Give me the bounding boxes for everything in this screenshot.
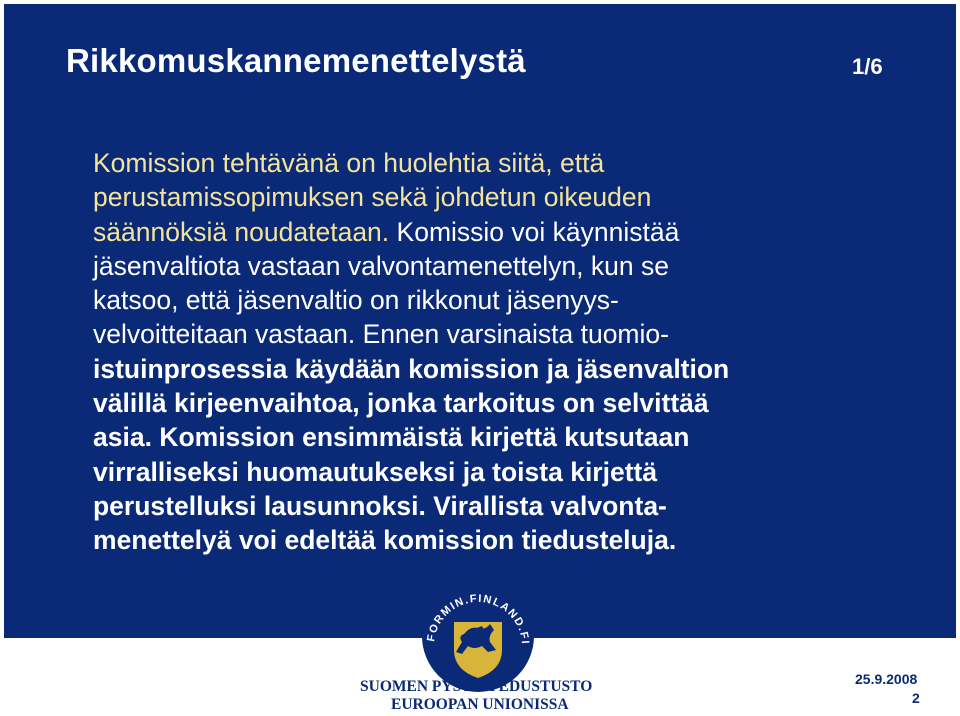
finnish-lion-crest-icon [420, 578, 536, 694]
body-line-5: katsoo, että jäsenvaltio on rikkonut jäsenyys- [93, 285, 619, 316]
slide-date: 25.9.2008 [855, 671, 918, 687]
body-line-4: jäsenvaltiota vastaan valvontamenettelyn, kun se [93, 250, 669, 281]
page-fraction: 1/6 [852, 54, 883, 79]
footer-line-2: EUROOPAN UNIONISSA [391, 696, 569, 713]
footer-line-1: SUOMEN PYSYVÄ EDUSTUSTO [360, 678, 593, 695]
body-line-8: välillä kirjeenvaihtoa, jonka tarkoitus on selvittää [93, 388, 709, 419]
body-line-9: asia. Komission ensimmäistä kirjettä kutsutaan [93, 422, 690, 453]
body-line-6: velvoitteitaan vastaan. Ennen varsinaista tuomio- [93, 319, 669, 350]
body-line-7: istuinprosessia käydään komission ja jäsenvaltion [93, 353, 730, 384]
body-line-10: virralliseksi huomautukseksi ja toista kirjettä [93, 456, 658, 487]
body-line-3-rest: Komissio voi käynnistää [389, 216, 680, 247]
body-text [93, 146, 883, 558]
body-line-12: menettelyä voi edeltää komission tiedusteluja. [93, 525, 677, 556]
emblem-text: FORMIN.FINLAND.FI [425, 592, 532, 646]
body-line-11: perustelluksi lausunnoksi. Virallista valvonta- [93, 490, 667, 521]
body-line-2: perustamissopimuksen sekä johdetun oikeuden [93, 182, 652, 213]
slide-title: Rikkomuskannemenettelystä [66, 42, 526, 79]
body-line-3-intro: säännöksiä noudatetaan. [93, 216, 390, 247]
slide-number: 2 [912, 690, 920, 706]
body-line-3 [93, 215, 883, 249]
body-line-1: Komission tehtävänä on huolehtia siitä, että [93, 148, 605, 178]
